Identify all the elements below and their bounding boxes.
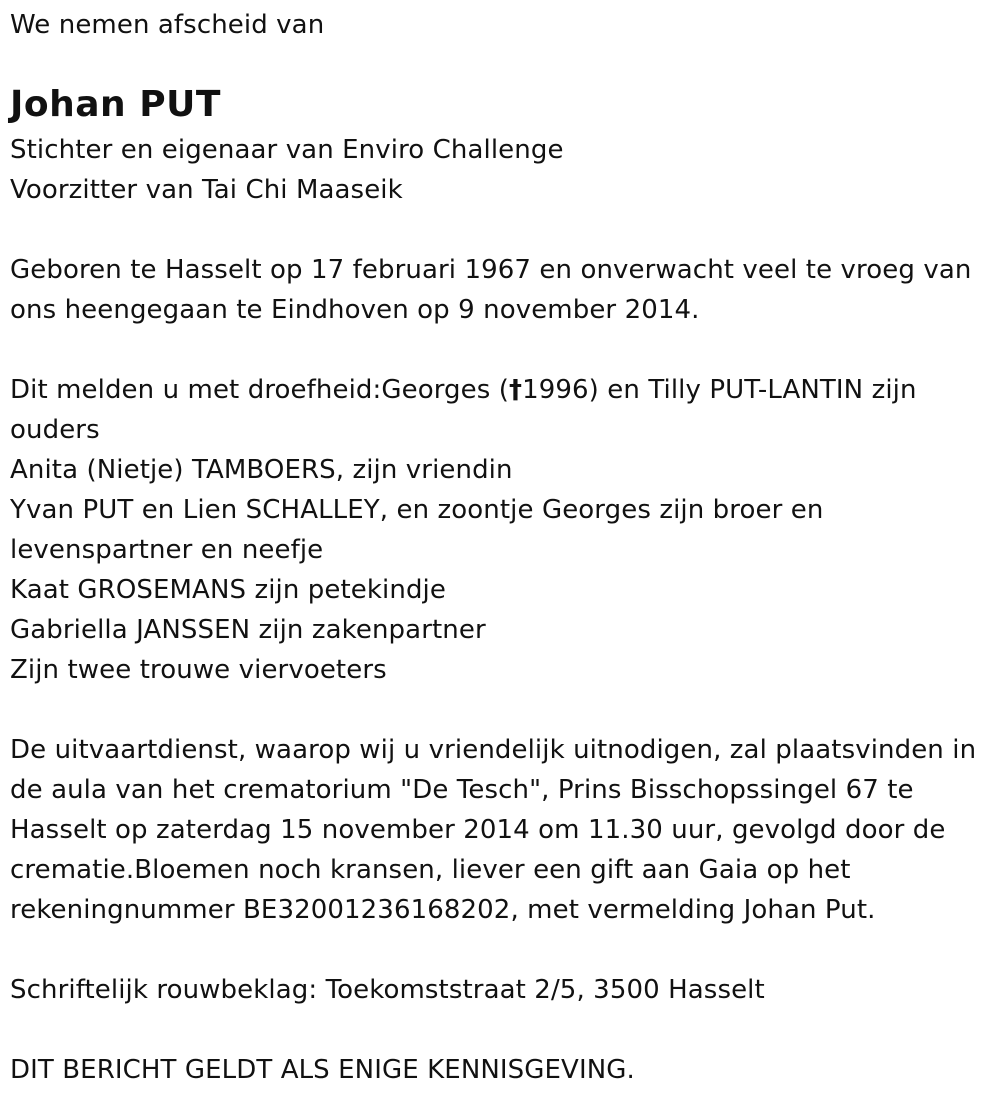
birth-death-paragraph (10, 250, 990, 330)
obituary-notice (0, 5, 1000, 1109)
notice-statement: DIT BERICHT GELDT ALS ENIGE KENNISGEVING. (10, 1055, 635, 1085)
title-line: Voorzitter van Tai Chi Maaseik (10, 175, 403, 205)
list-item: Zijn twee trouwe viervoeters (10, 655, 387, 685)
paragraph-line: ons heengegaan te Eindhoven op 9 november 2014. (10, 295, 700, 325)
condolences-address: Schriftelijk rouwbeklag: Toekomststraat 2/5, 3500 Hasselt (10, 975, 765, 1005)
paragraph-line: rekeningnummer BE32001236168202, met vermelding Johan Put. (10, 895, 876, 925)
title-line: Stichter en eigenaar van Enviro Challenge (10, 135, 564, 165)
paragraph-line: Hasselt op zaterdag 15 november 2014 om 11.30 uur, gevolgd door de (10, 815, 946, 845)
paragraph-line: De uitvaartdienst, waarop wij u vriendelijk uitnodigen, zal plaatsvinden in (10, 735, 977, 765)
list-item: Kaat GROSEMANS zijn petekindje (10, 575, 446, 605)
deceased-name: Johan PUT (10, 84, 221, 125)
titles-block (10, 130, 990, 210)
paragraph-line: de aula van het crematorium "De Tesch", Prins Bisschopssingel 67 te (10, 775, 914, 805)
paragraph-line: Geboren te Hasselt op 17 februari 1967 en onverwacht veel te vroeg van (10, 255, 972, 285)
paragraph-line: crematie.Bloemen noch kransen, liever een gift aan Gaia op het (10, 855, 851, 885)
mourners-first-line (10, 370, 990, 410)
list-item: ouders (10, 415, 100, 445)
list-item: Yvan PUT en Lien SCHALLEY, en zoontje Georges zijn broer en (10, 495, 824, 525)
intro-text: We nemen afscheid van (10, 10, 325, 40)
list-item: Gabriella JANSSEN zijn zakenpartner (10, 615, 486, 645)
mourners-suffix: 1996) en Tilly PUT-LANTIN zijn (522, 375, 917, 405)
list-item: Anita (Nietje) TAMBOERS, zijn vriendin (10, 455, 513, 485)
funeral-service-paragraph (10, 730, 990, 930)
list-item: levenspartner en neefje (10, 535, 324, 565)
mourners-list (10, 370, 990, 690)
cross-icon: † (509, 375, 523, 405)
mourners-prefix: Dit melden u met droefheid:Georges ( (10, 375, 509, 405)
